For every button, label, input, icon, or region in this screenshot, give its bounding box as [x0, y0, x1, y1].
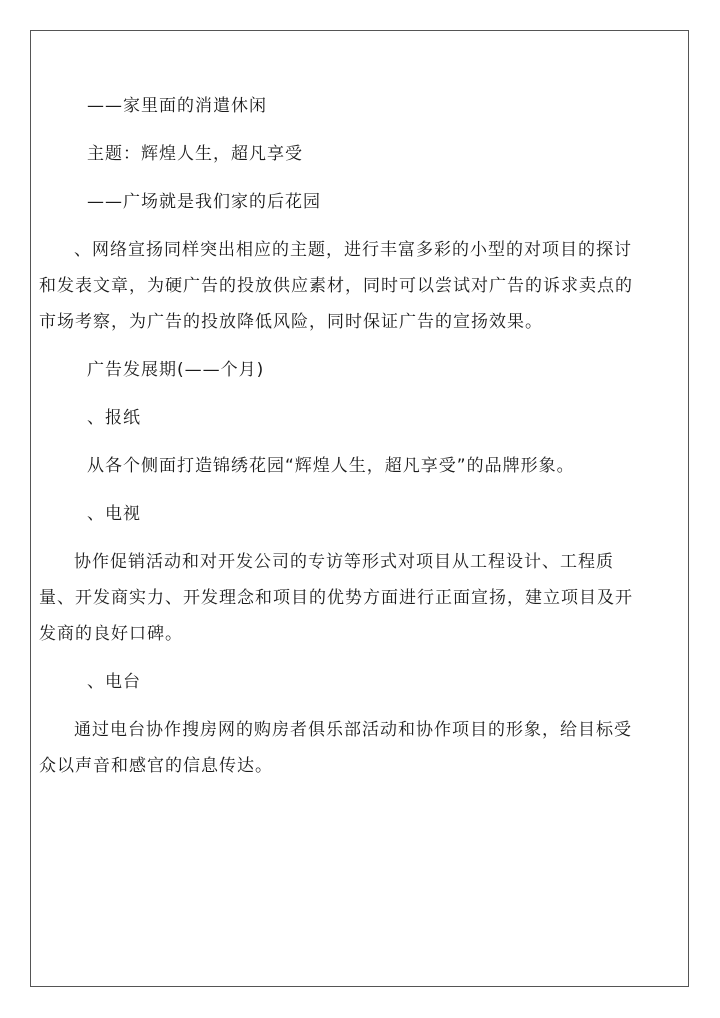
- heading-ad-development: 广告发展期(——个月): [87, 360, 265, 380]
- document-body: [39, 88, 635, 796]
- heading-radio: 、电台: [87, 672, 141, 692]
- paragraph-theme: 主题：辉煌人生，超凡享受: [87, 144, 303, 164]
- paragraph-leisure: ——家里面的消遣休闲: [87, 96, 267, 116]
- paragraph-television: 协作促销活动和对开发公司的专访等形式对项目从工程设计、工程质量、开发商实力、开发理念和项目的优势方面进行正面宣扬，建立项目及开发商的良好口碑。: [39, 552, 633, 644]
- paragraph-web-promotion: 、网络宣扬同样突出相应的主题，进行丰富多彩的小型的对项目的探讨和发表文章，为硬广告的投放供应素材，同时可以尝试对广告的诉求卖点的市场考察，为广告的投放降低风险，同时保证广告的宣扬效果。: [39, 240, 633, 332]
- paragraph-garden: ——广场就是我们家的后花园: [87, 192, 321, 212]
- paragraph-radio: 通过电台协作搜房网的购房者俱乐部活动和协作项目的形象，给目标受众以声音和感官的信息传达。: [39, 720, 632, 776]
- heading-newspaper: 、报纸: [87, 408, 141, 428]
- heading-television: 、电视: [87, 504, 141, 524]
- paragraph-newspaper: 从各个侧面打造锦绣花园“辉煌人生，超凡享受”的品牌形象。: [87, 456, 575, 476]
